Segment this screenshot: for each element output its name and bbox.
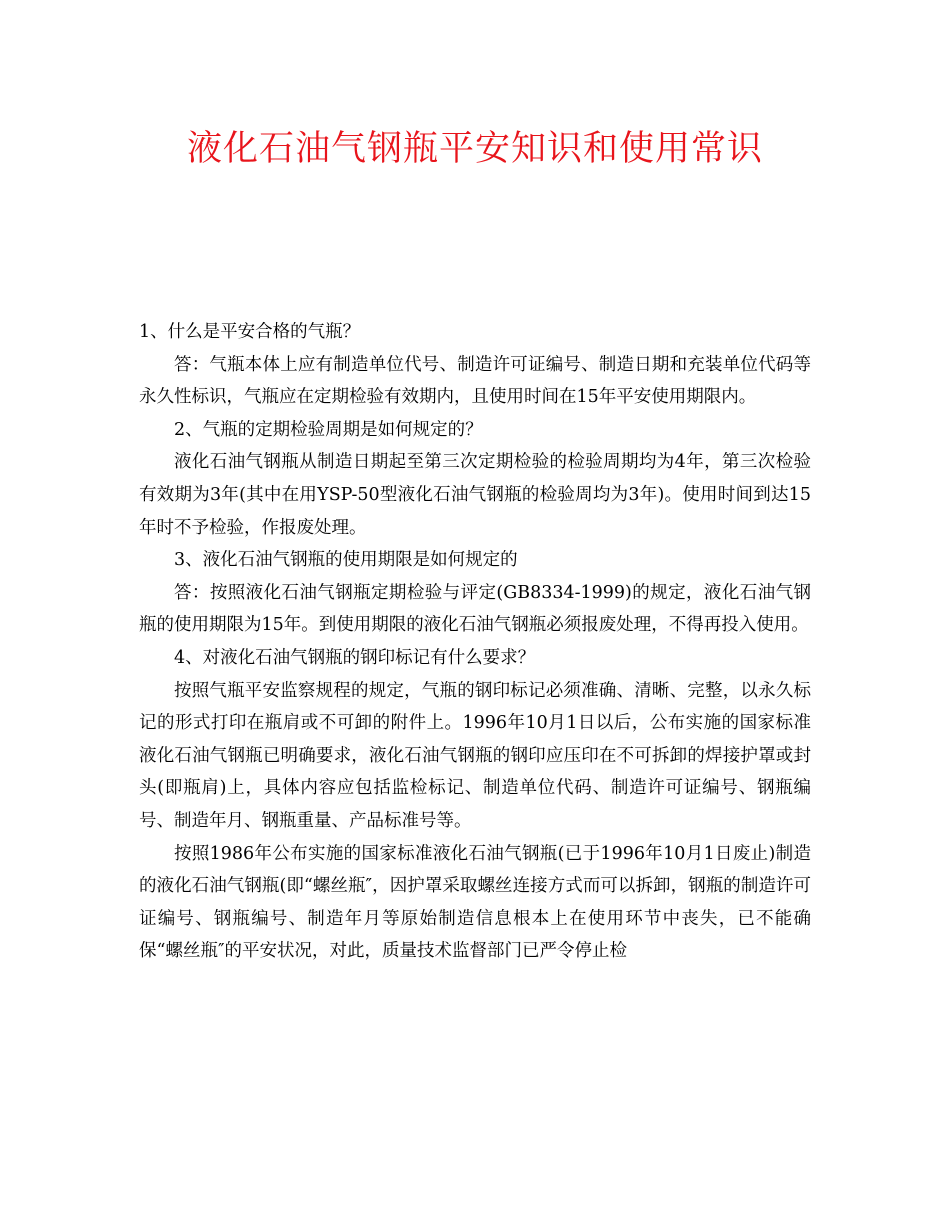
answer-2: 液化石油气钢瓶从制造日期起至第三次定期检验的检验周期均为4年，第三次检验有效期为3年(其中在用YSP-50型液化石油气钢瓶的检验周均为3年)。使用时间到达15年时不予检验，作报废处理。	[139, 452, 811, 538]
question-4: 4、对液化石油气钢瓶的钢印标记有什么要求？	[174, 647, 536, 668]
answer-4-part-2: 按照1986年公布实施的国家标准液化石油气钢瓶(已于1996年10月1日废止)制造的液化石油气钢瓶(即“螺丝瓶″，因护罩采取螺丝连接方式而可以拆卸，钢瓶的制造许可证编号、钢瓶编号、制造年月等原始制造信息根本上在使用环节中丧失，已不能确保“螺丝瓶″的平安状况，对此，质量技术监督部门已严令停止检	[139, 843, 811, 962]
document-title: 液化石油气钢瓶平安知识和使用常识	[186, 129, 763, 169]
answer-3: 答：按照液化石油气钢瓶定期检验与评定(GB8334-1999)的规定，液化石油气钢瓶的使用期限为15年。到使用期限的液化石油气钢瓶必须报废处理，不得再投入使用。	[139, 582, 811, 636]
question-1: 1、什么是平安合格的气瓶？	[139, 322, 361, 342]
question-2: 2、气瓶的定期检验周期是如何规定的？	[174, 419, 483, 440]
answer-1: 答：气瓶本体上应有制造单位代号、制造许可证编号、制造日期和充装单位代码等永久性标识，气瓶应在定期检验有效期内，且使用时间在15年平安使用期限内。	[139, 354, 811, 408]
question-3: 3、液化石油气钢瓶的使用期限是如何规定的	[174, 550, 518, 571]
document-body	[139, 316, 811, 968]
answer-4-part-1: 按照气瓶平安监察规程的规定，气瓶的钢印标记必须准确、清晰、完整，以永久标记的形式打印在瓶肩或不可卸的附件上。1996年10月1日以后，公布实施的国家标准液化石油气钢瓶已明确要求，液化石油气钢瓶的钢印应压印在不可拆卸的焊接护罩或封头(即瓶肩)上，具体内容应包括监检标记、制造单位代码、制造许可证编号、钢瓶编号、制造年月、钢瓶重量、产品标准号等。	[139, 680, 811, 831]
